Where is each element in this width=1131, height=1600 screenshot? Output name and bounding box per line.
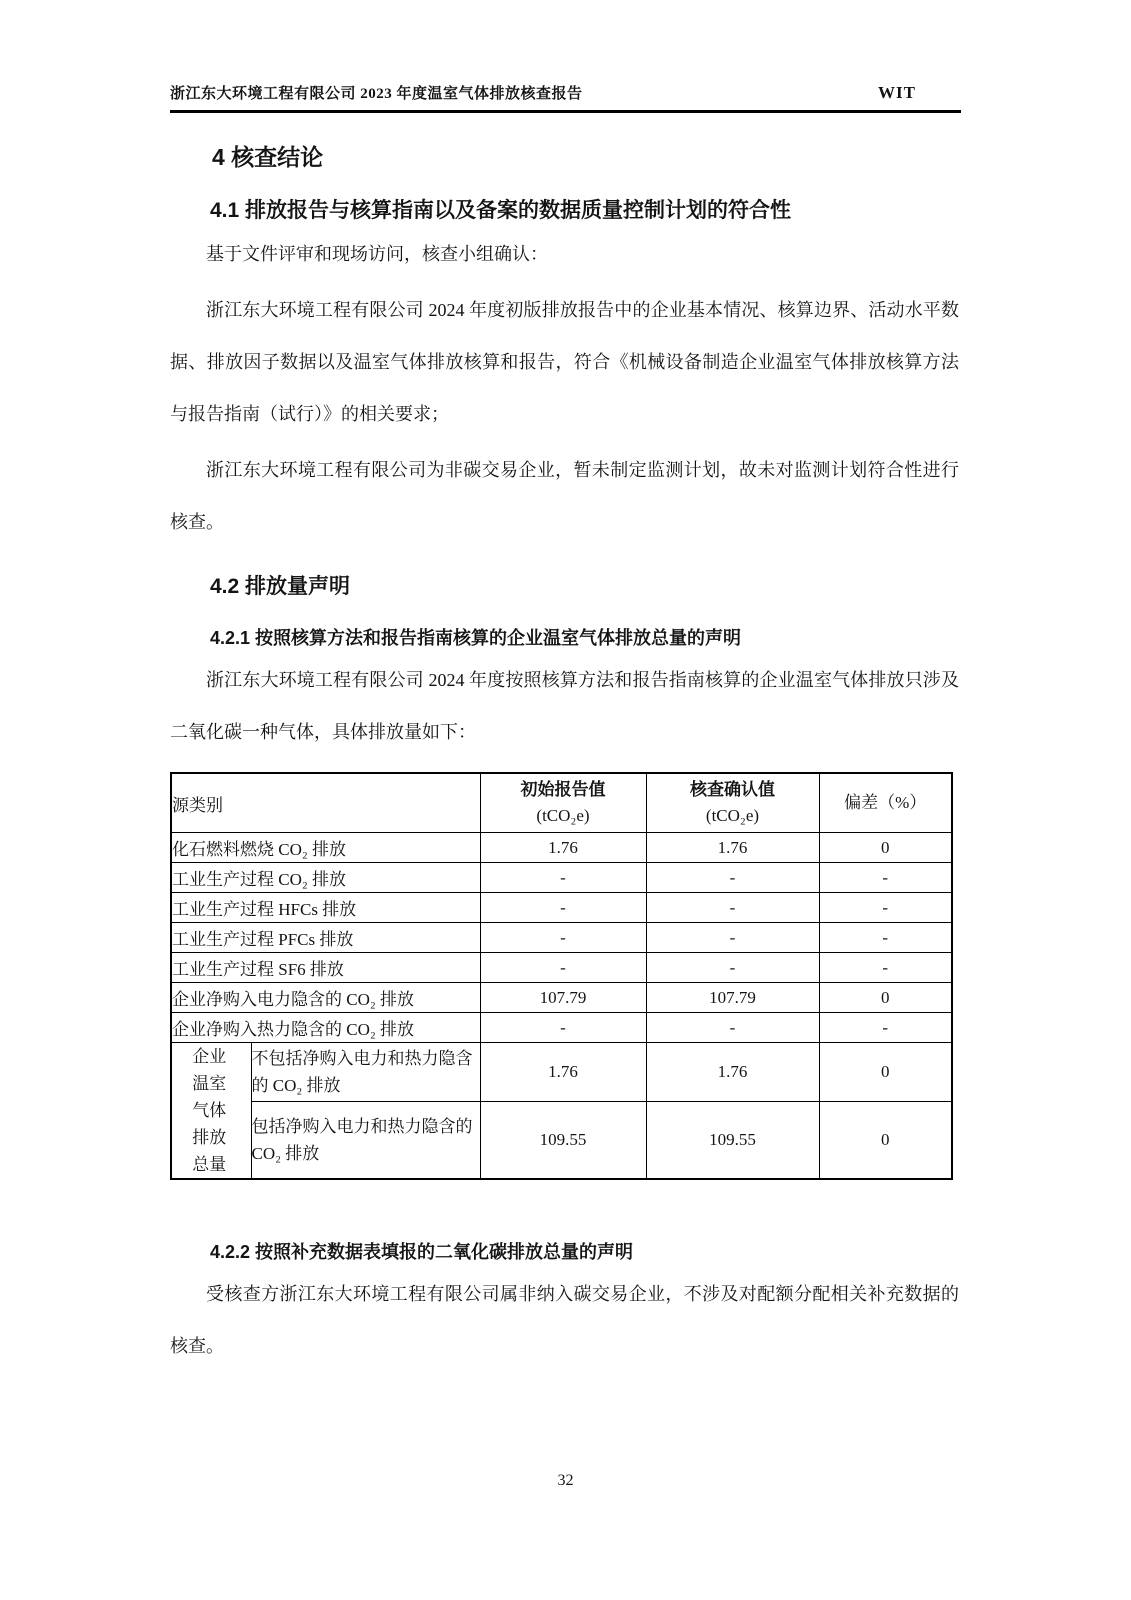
row-label: 工业生产过程 HFCs 排放 [171, 893, 480, 923]
header-title: 浙江东大环境工程有限公司 2023 年度温室气体排放核查报告 [170, 86, 583, 102]
row-initial-value: - [480, 863, 646, 893]
section-4-2-2-heading: 4.2.2 按照补充数据表填报的二氧化碳排放总量的声明 [210, 1242, 634, 1262]
row-deviation-value: - [819, 953, 952, 983]
column-header-verified-unit: (tCO₂e) [705, 806, 760, 825]
column-header-deviation: 偏差（%） [819, 773, 952, 833]
row-deviation-value: 0 [819, 1043, 952, 1102]
section-4-2-1-heading: 4.2.1 按照核算方法和报告指南核算的企业温室气体排放总量的声明 [210, 628, 742, 648]
row-initial-value: 1.76 [480, 833, 646, 863]
column-header-source: 源类别 [171, 773, 480, 833]
row-label: 包括净购入电力和热力隐含的 CO₂ 排放 [251, 1102, 480, 1180]
row-label: 工业生产过程 PFCs 排放 [171, 923, 480, 953]
row-deviation-value: - [819, 923, 952, 953]
row-label: 化石燃料燃烧 CO₂ 排放 [171, 833, 480, 863]
row-verified-value: 107.79 [646, 983, 819, 1013]
row-initial-value: 1.76 [480, 1043, 646, 1102]
paragraph-4-2-2: 受核查方浙江东大环境工程有限公司属非纳入碳交易企业，不涉及对配额分配相关补充数据的核查。 [170, 1284, 959, 1356]
table-row-total-including [171, 1102, 952, 1180]
row-verified-value: 1.76 [646, 833, 819, 863]
row-verified-value: - [646, 1013, 819, 1043]
row-label: 工业生产过程 CO₂ 排放 [171, 863, 480, 893]
page-footer [0, 1472, 1131, 1490]
table-row [171, 893, 952, 923]
row-verified-value: 1.76 [646, 1043, 819, 1102]
row-label: 企业净购入电力隐含的 CO₂ 排放 [171, 983, 480, 1013]
header-logo: WIT [878, 83, 916, 102]
row-verified-value: - [646, 923, 819, 953]
row-deviation-value: - [819, 863, 952, 893]
table-row [171, 1013, 952, 1043]
column-header-initial-title: 初始报告值 [520, 780, 606, 799]
section-4-2-heading: 4.2 排放量声明 [210, 575, 351, 598]
row-initial-value: 107.79 [480, 983, 646, 1013]
paragraph-4-2-1: 浙江东大环境工程有限公司 2024 年度按照核算方法和报告指南核算的企业温室气体排放只涉及二氧化碳一种气体，具体排放量如下： [170, 670, 959, 742]
page-header [170, 0, 961, 113]
column-header-verified-title: 核查确认值 [690, 780, 775, 799]
row-label: 工业生产过程 SF6 排放 [171, 953, 480, 983]
row-deviation-value: 0 [819, 833, 952, 863]
table-row [171, 923, 952, 953]
row-initial-value: - [480, 923, 646, 953]
table-header-row [171, 773, 952, 833]
table-row [171, 983, 952, 1013]
chapter-heading: 4 核查结论 [212, 144, 324, 170]
header-row [170, 82, 961, 113]
row-verified-value: 109.55 [646, 1102, 819, 1180]
paragraph-4-1-compliance: 浙江东大环境工程有限公司 2024 年度初版排放报告中的企业基本情况、核算边界、活动水平数据、排放因子数据以及温室气体排放核算和报告，符合《机械设备制造企业温室气体排放核算方法与报告指南（试行）》的相关要求； [170, 300, 959, 424]
row-verified-value: - [646, 893, 819, 923]
section-4-1-heading: 4.1 排放报告与核算指南以及备案的数据质量控制计划的符合性 [210, 199, 792, 222]
table-row-total-excluding [171, 1043, 952, 1102]
row-initial-value: 109.55 [480, 1102, 646, 1180]
column-header-verified [646, 773, 819, 833]
row-initial-value: - [480, 1013, 646, 1043]
table-row [171, 833, 952, 863]
column-header-initial [480, 773, 646, 833]
total-group-label [171, 1043, 251, 1180]
row-deviation-value: 0 [819, 983, 952, 1013]
column-header-initial-unit: (tCO₂e) [536, 806, 590, 825]
paragraph-4-1-intro: 基于文件评审和现场访问，核查小组确认： [206, 244, 548, 264]
row-label: 企业净购入热力隐含的 CO₂ 排放 [171, 1013, 480, 1043]
row-deviation-value: - [819, 1013, 952, 1043]
table-row [171, 953, 952, 983]
emissions-table [170, 772, 953, 1180]
total-group-label-text: 企业温室气体排放总量 [192, 1047, 227, 1174]
row-deviation-value: 0 [819, 1102, 952, 1180]
row-initial-value: - [480, 953, 646, 983]
page-number: 32 [557, 1472, 574, 1489]
table-row [171, 863, 952, 893]
row-verified-value: - [646, 953, 819, 983]
row-verified-value: - [646, 863, 819, 893]
row-deviation-value: - [819, 893, 952, 923]
paragraph-4-1-monitoring: 浙江东大环境工程有限公司为非碳交易企业，暂未制定监测计划，故未对监测计划符合性进行核查。 [170, 460, 959, 532]
document-content [170, 139, 959, 1372]
row-initial-value: - [480, 893, 646, 923]
row-label: 不包括净购入电力和热力隐含的 CO₂ 排放 [251, 1043, 480, 1102]
